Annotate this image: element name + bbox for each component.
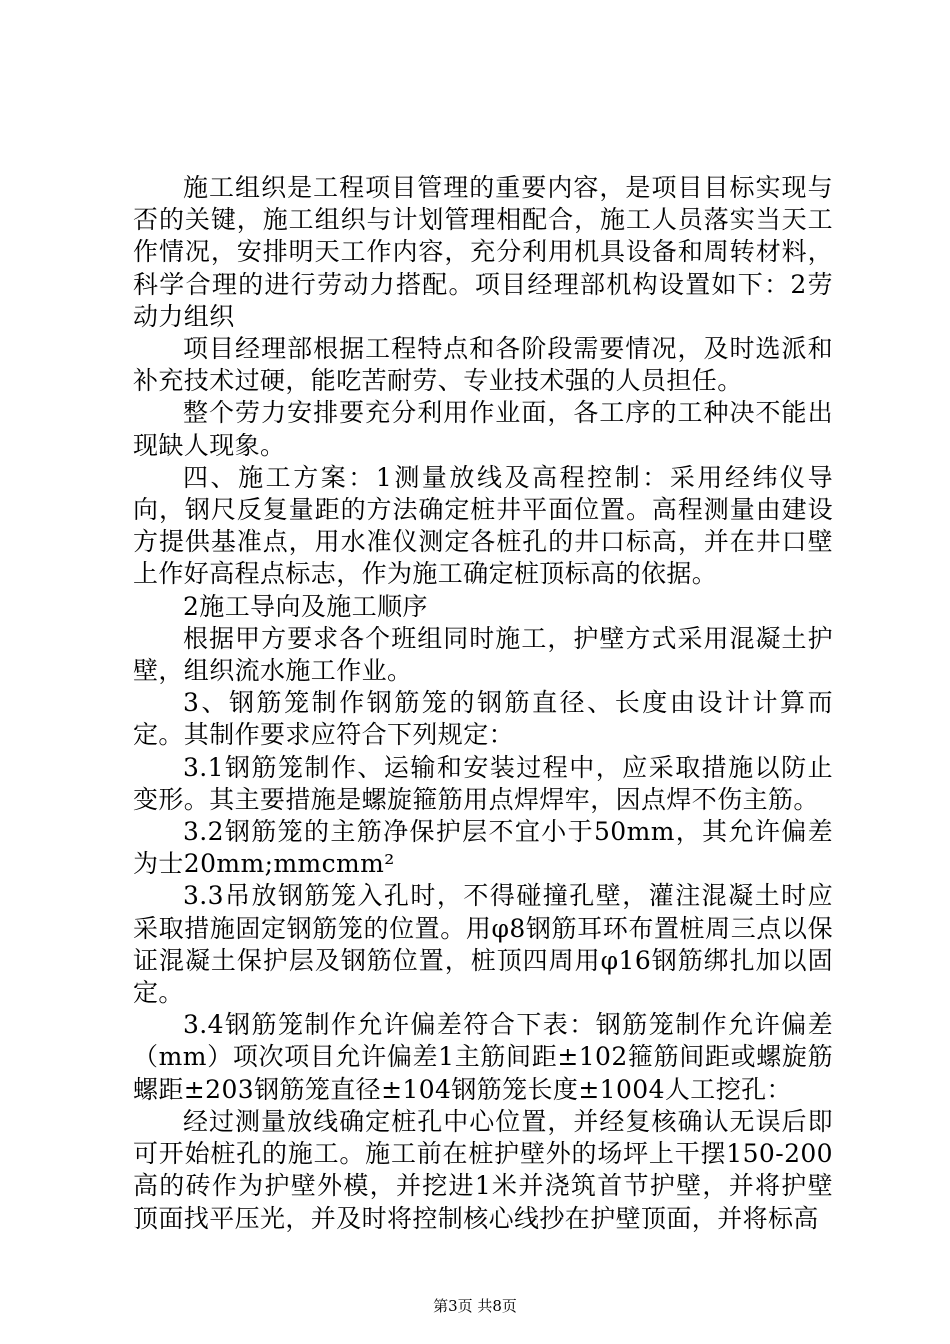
paragraph: 整个劳力安排要充分利用作业面，各工序的工种决不能出现缺人现象。 bbox=[133, 398, 833, 460]
paragraph: 根据甲方要求各个班组同时施工，护壁方式采用混凝土护壁，组织流水施工作业。 bbox=[133, 623, 833, 686]
paragraph: 3.2钢筋笼的主筋净保护层不宜小于50mm，其允许偏差为士20mm;mmcmm² bbox=[133, 817, 833, 879]
document-body bbox=[133, 172, 833, 1235]
paragraph: 3.1钢筋笼制作、运输和安装过程中，应采取措施以防止变形。其主要措施是螺旋箍筋用点焊焊牢，因点焊不伤主筋。 bbox=[133, 752, 833, 814]
paragraph: 施工组织是工程项目管理的重要内容，是项目目标实现与否的关键，施工组织与计划管理相配合，施工人员落实当天工作情况，安排明天工作内容，充分利用机具设备和周转材料，科学合理的进行劳动力搭配。项目经理部机构设置如下：2劳动力组织 bbox=[133, 173, 833, 331]
paragraph: 项目经理部根据工程特点和各阶段需要情况，及时选派和补充技术过硬，能吃苦耐劳、专业技术强的人员担任。 bbox=[133, 334, 833, 396]
page-footer bbox=[0, 1296, 950, 1316]
paragraph: 2施工导向及施工顺序 bbox=[183, 591, 428, 621]
paragraph: 3.3吊放钢筋笼入孔时，不得碰撞孔壁，灌注混凝土时应采取措施固定钢筋笼的位置。用φ8钢筋耳环布置桩周三点以保证混凝土保护层及钢筋位置，桩顶四周用φ16钢筋绑扎加以固定。 bbox=[133, 881, 833, 1008]
paragraph: 3.4钢筋笼制作允许偏差符合下表：钢筋笼制作允许偏差（mm）项次项目允许偏差1主筋间距±102箍筋间距或螺旋筋螺距±203钢筋笼直径±104钢筋笼长度±1004人工挖孔： bbox=[133, 1010, 833, 1104]
paragraph: 四、施工方案：1测量放线及高程控制：采用经纬仪导向，钢尺反复量距的方法确定桩井平面位置。高程测量由建设方提供基准点，用水准仪测定各桩孔的井口标高，并在井口壁上作好高程点标志，作为施工确定桩顶标高的依据。 bbox=[133, 462, 833, 589]
paragraph: 3、钢筋笼制作钢筋笼的钢筋直径、长度由设计计算而定。其制作要求应符合下列规定： bbox=[133, 688, 833, 750]
paragraph: 经过测量放线确定桩孔中心位置，并经复核确认无误后即可开始桩孔的施工。施工前在桩护壁外的场坪上干摆150-200高的砖作为护壁外模，并挖进1米并浇筑首节护壁，并将护壁顶面找平压光，并及时将控制核心线抄在护壁顶面，并将标高 bbox=[133, 1106, 833, 1233]
page-number: 第3页 共8页 bbox=[433, 1297, 517, 1315]
